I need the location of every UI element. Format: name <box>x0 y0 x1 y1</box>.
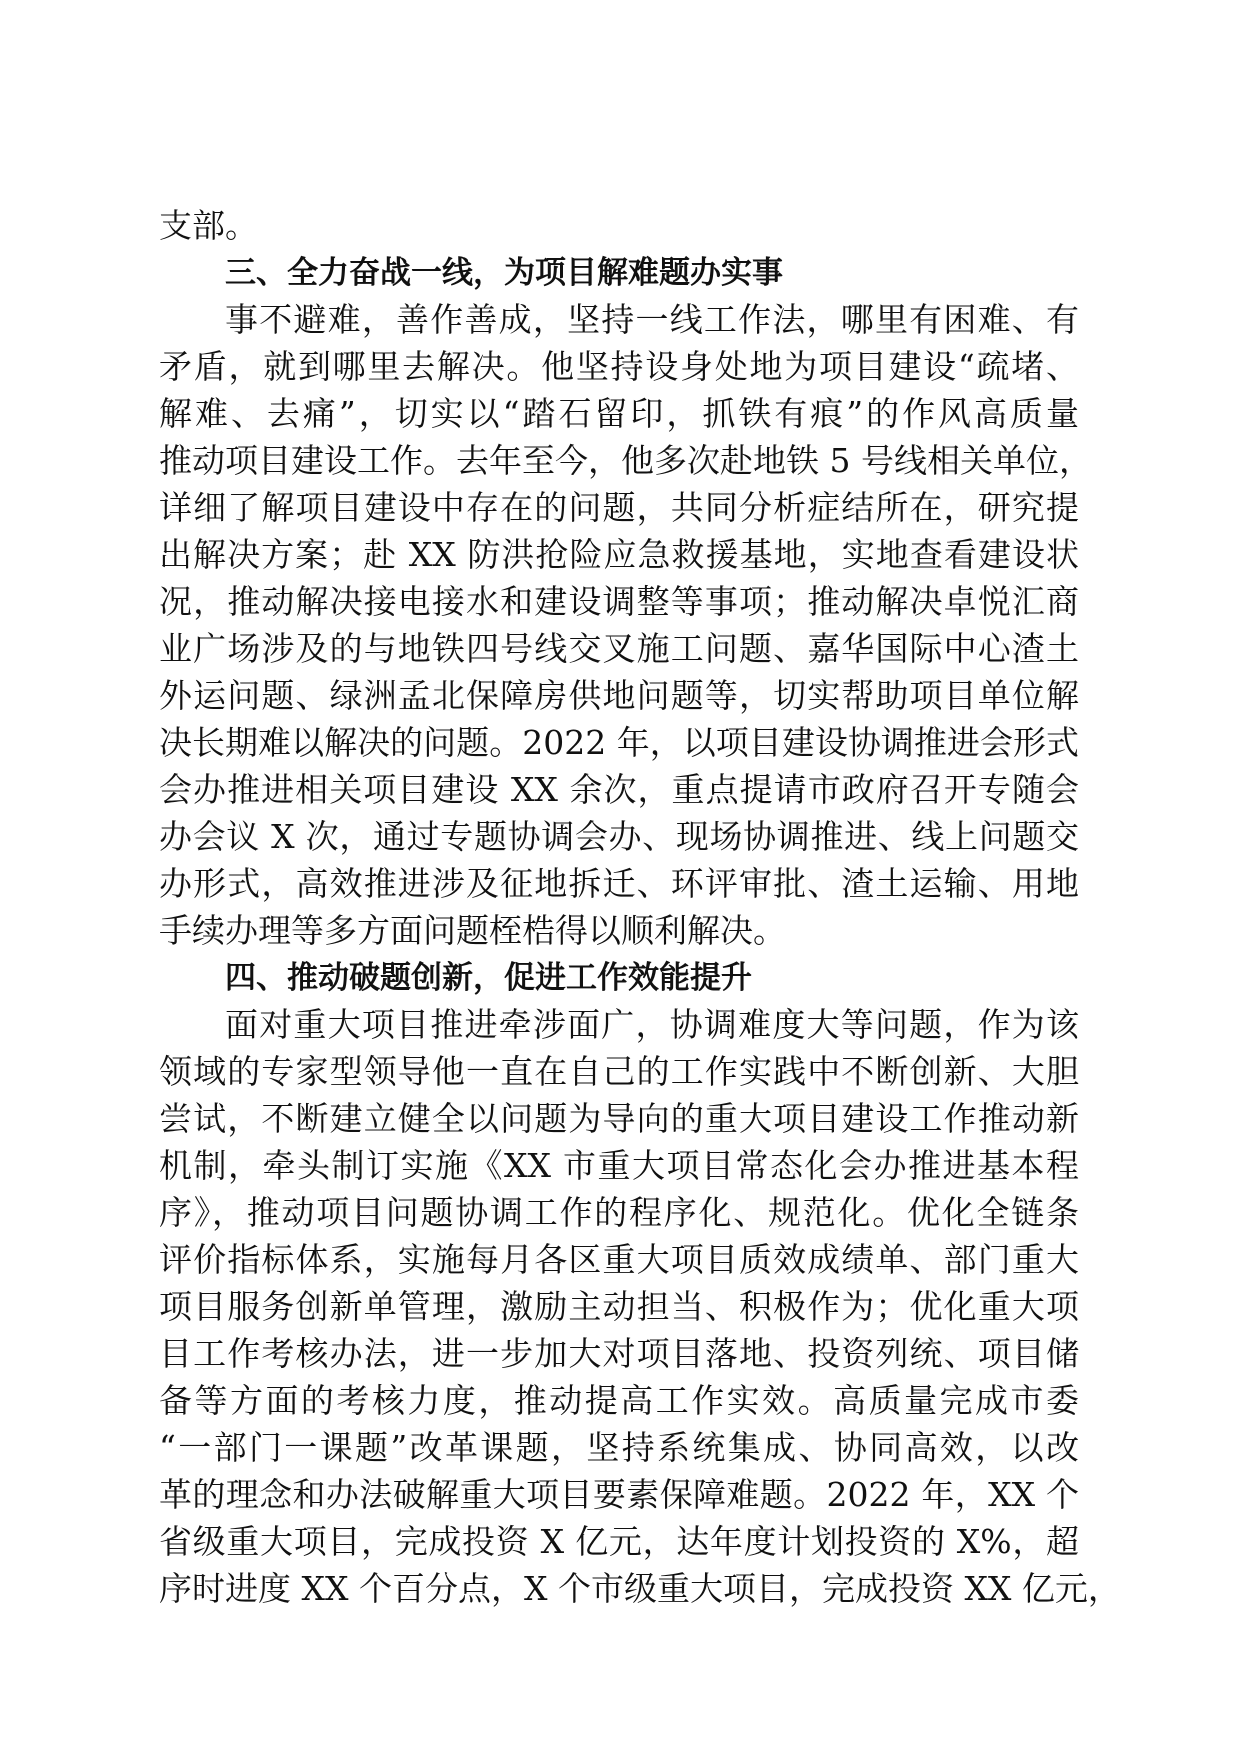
paragraph-line: 机制，牵头制订实施《XX 市重大项目常态化会办推进基本程 <box>159 1146 1079 1185</box>
section-heading: 四、推动破题创新，促进工作效能提升 <box>225 960 752 996</box>
paragraph-line: 革的理念和办法破解重大项目要素保障难题。2022 年，XX 个 <box>159 1475 1079 1514</box>
section-heading: 三、全力奋战一线，为项目解难题办实事 <box>225 255 783 291</box>
paragraph-line: 出解决方案；赴 XX 防洪抢险应急救援基地，实地查看建设状 <box>159 535 1079 574</box>
paragraph-line: 详细了解项目建设中存在的问题，共同分析症结所在，研究提 <box>159 488 1079 527</box>
paragraph-line: 领域的专家型领导他一直在自己的工作实践中不断创新、大胆 <box>159 1052 1079 1091</box>
paragraph-line: 省级重大项目，完成投资 X 亿元，达年度计划投资的 X%，超 <box>159 1522 1079 1561</box>
paragraph-line: 序时进度 XX 个百分点，X 个市级重大项目，完成投资 XX 亿元， <box>159 1569 1121 1608</box>
paragraph-line: 办形式，高效推进涉及征地拆迁、环评审批、渣土运输、用地 <box>159 864 1079 903</box>
paragraph-line: 支部。 <box>159 206 258 245</box>
paragraph-line: 评价指标体系，实施每月各区重大项目质效成绩单、部门重大 <box>159 1240 1079 1279</box>
paragraph-line: 办会议 X 次，通过专题协调会办、现场协调推进、线上问题交 <box>159 817 1079 856</box>
paragraph-line: 业广场涉及的与地铁四号线交叉施工问题、嘉华国际中心渣土 <box>159 629 1079 668</box>
paragraph-line: 推动项目建设工作。去年至今，他多次赴地铁 5 号线相关单位， <box>159 441 1092 480</box>
paragraph-line: 尝试，不断建立健全以问题为导向的重大项目建设工作推动新 <box>159 1099 1079 1138</box>
paragraph-line: 项目服务创新单管理，激励主动担当、积极作为；优化重大项 <box>159 1287 1079 1326</box>
paragraph-line: 况，推动解决接电接水和建设调整等事项；推动解决卓悦汇商 <box>159 582 1079 621</box>
paragraph-line: 手续办理等多方面问题桎梏得以顺利解决。 <box>159 911 786 950</box>
paragraph-line: 备等方面的考核力度，推动提高工作实效。高质量完成市委 <box>159 1381 1079 1420</box>
paragraph-line: 会办推进相关项目建设 XX 余次，重点提请市政府召开专随会 <box>159 770 1079 809</box>
paragraph-line: 解难、去痛”，切实以“踏石留印，抓铁有痕”的作风高质量 <box>159 394 1079 433</box>
paragraph-line: 外运问题、绿洲孟北保障房供地问题等，切实帮助项目单位解 <box>159 676 1079 715</box>
paragraph-line: 面对重大项目推进牵涉面广，协调难度大等问题，作为该 <box>225 1005 1079 1044</box>
paragraph-line: 目工作考核办法，进一步加大对项目落地、投资列统、项目储 <box>159 1334 1079 1373</box>
paragraph-line: 矛盾，就到哪里去解决。他坚持设身处地为项目建设“疏堵、 <box>159 347 1079 386</box>
paragraph-line: 序》，推动项目问题协调工作的程序化、规范化。优化全链条 <box>159 1193 1079 1232</box>
paragraph-line: “一部门一课题”改革课题，坚持系统集成、协同高效，以改 <box>159 1428 1079 1467</box>
paragraph-line: 决长期难以解决的问题。2022 年，以项目建设协调推进会形式 <box>159 723 1079 762</box>
paragraph-line: 事不避难，善作善成，坚持一线工作法，哪里有困难、有 <box>225 300 1079 339</box>
